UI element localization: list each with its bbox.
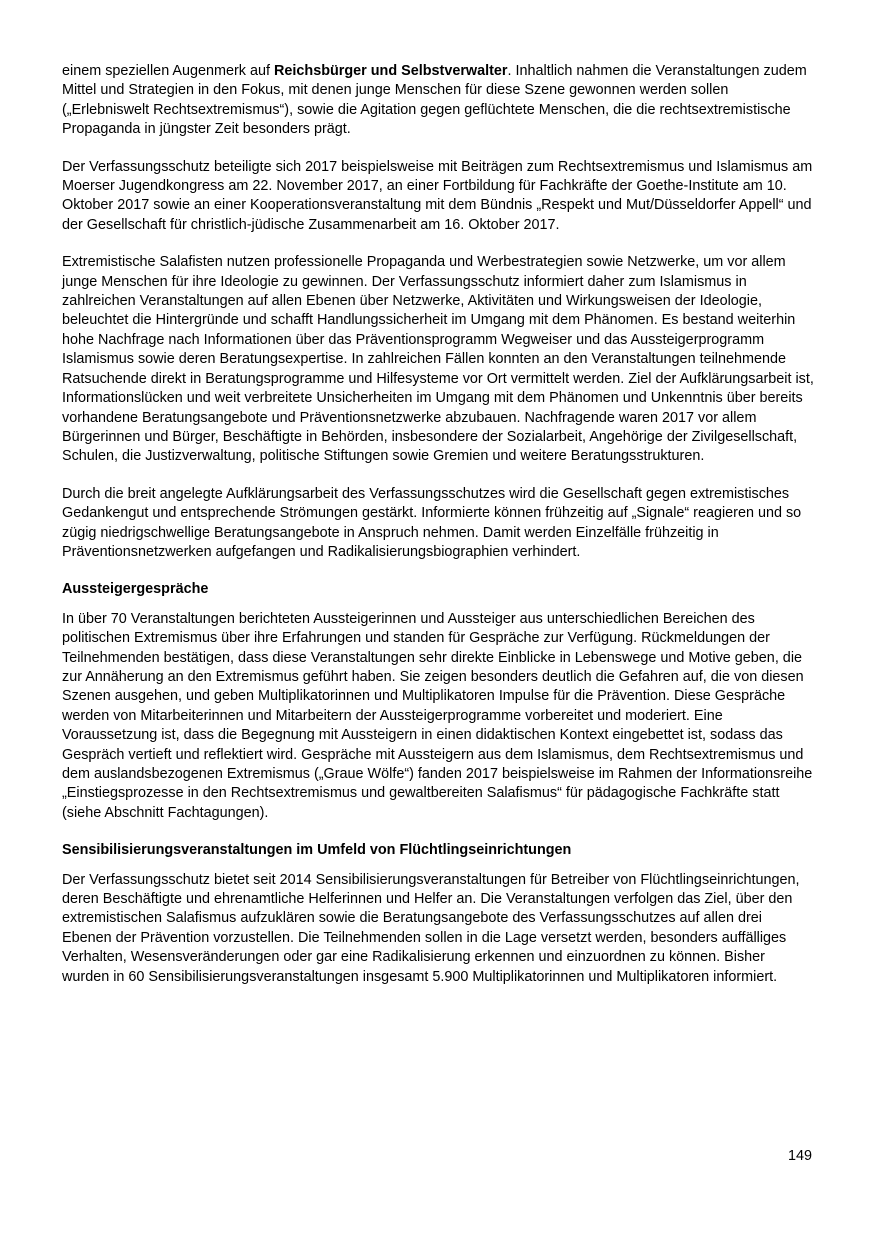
paragraph-aussteigergespraeche: In über 70 Veranstaltungen berichteten Aussteigerinnen und Aussteiger aus unterschiedlichen Bereichen des politischen Extremismus über ihre Erfahrungen und standen für Gespräche zur Verfügung. Rückmeldungen der Teilnehmenden bestätigen, dass diese Veranstaltungen sehr direkte Einblicke in Lebenswege und Motive geben, die zur Annäherung an den Extremismus geführt haben. Sie zeigen besonders deutlich die Gefahren auf, die von diesen Szenen ausgehen, und geben Multiplikatorinnen und Multiplikatoren Impulse für die Prävention. Diese Gespräche werden von Mitarbeiterinnen und Mitarbeitern der Aussteigerprogramme vorbereitet und moderiert. Eine Voraussetzung ist, dass die Begegnung mit Aussteigern in einen didaktischen Kontext eingebettet ist, sodass das Gespräch vertieft und reflektiert wird. Gespräche mit Aussteigern aus dem Islamismus, dem Rechtsextremismus und dem auslandsbezogenen Extremismus („Graue Wölfe“) fanden 2017 beispielsweise im Rahmen der Informationsreihe „Einstiegsprozesse in den Rechtsextremismus und gewaltbereiten Salafismus“ für pädagogische Fachkräfte statt (siehe Abschnitt Fachtagungen). [62, 610, 813, 821]
paragraph-sensibilisierung: Der Verfassungsschutz bietet seit 2014 Sensibilisierungsveranstaltungen für Betreiber von Flüchtlingseinrichtungen, deren Beschäftigte und ehrenamtliche Helferinnen und Helfer an. Die Veranstaltungen verfolgen das Ziel, über den extremistischen Salafismus aufzuklären sowie die Beratungsangebote des Verfassungsschutzes auf allen drei Ebenen der Prävention vorzustellen. Die Teilnehmenden sollen in die Lage versetzt werden, besonders auffälliges Verhalten, Wesensveränderungen oder gar eine Radikalisierung erkennen und einzuordnen zu können. Bisher wurden in 60 Sensibilisierungsveranstaltungen insgesamt 5.900 Multiplikatorinnen und Multiplikatoren informiert. [62, 871, 800, 985]
paragraph-reichsbuerger-text-end: . Inhaltlich nahmen die Veranstaltungen zudem Mittel und Strategien in den Fokus, mit denen junge Menschen für diese Szene gewonnen werden sollen („Erlebniswelt Rechtsextremismus“), sowie die Agitation gegen geflüchtete Menschen, die die rechtsextremistische Propaganda in jüngster Zeit besonders prägt. [62, 63, 807, 138]
paragraph-reichsbuerger-text-start: einem speziellen Augenmerk auf [62, 63, 274, 79]
document-body [62, 62, 814, 1005]
reichsbuerger-bold-term: Reichsbürger und Selbstverwalter [274, 63, 508, 79]
heading-aussteigergespraeche: Aussteigergespräche [62, 581, 209, 598]
page-number: 149 [787, 1148, 812, 1164]
paragraph-aufklaerungsarbeit: Durch die breit angelegte Aufklärungsarbeit des Verfassungsschutzes wird die Gesellschaft gegen extremistisches Gedankengut und entsprechende Strömungen gestärkt. Informierte können frühzeitig auf „Signale“ reagieren und so zügig niedrigschwellige Beratungsangebote in Anspruch nehmen. Damit werden Einzelfälle frühzeitig in Präventionsnetzwerken aufgefangen und Radikalisierungsbiographien verhindert. [62, 485, 802, 560]
heading-sensibilisierung: Sensibilisierungsveranstaltungen im Umfeld von Flüchtlingseinrichtungen [62, 842, 572, 859]
paragraph-verfassungsschutz-beitraege: Der Verfassungsschutz beteiligte sich 2017 beispielsweise mit Beiträgen zum Rechtsextremismus und Islamismus am Moerser Jugendkongress am 22. November 2017, an einer Fortbildung für Fachkräfte der Goethe-Institute am 10. Oktober 2017 sowie an einer Kooperationsveranstaltung mit dem Bündnis „Respekt und Mut/Düsseldorfer Appell“ und der Gesellschaft für christlich-jüdische Zusammenarbeit am 16. Oktober 2017. [62, 158, 813, 233]
paragraph-reichsbuerger [62, 62, 814, 140]
paragraph-salafisten: Extremistische Salafisten nutzen professionelle Propaganda und Werbestrategien sowie Netzwerke, um vor allem junge Menschen für ihre Ideologie zu gewinnen. Der Verfassungsschutz informiert daher zum Islamismus in zahlreichen Veranstaltungen auf allen Ebenen über Netzwerke, Aktivitäten und Wirkungsweisen der Ideologie, beleuchtet die Hintergründe und schafft Handlungssicherheit im Umgang mit dem Phänomen. Es bestand weiterhin hohe Nachfrage nach Informationen über das Präventionsprogramm Wegweiser und das Aussteigerprogramm Islamismus sowie deren Beratungsexpertise. In zahlreichen Fällen konnten an den Veranstaltungen teilnehmende Ratsuchende direkt in Beratungsprogramme und Hilfesysteme vor Ort vermittelt werden. Ziel der Aufklärungsarbeit ist, Informationslücken und weit verbreitete Unsicherheiten im Umgang mit dem Phänomen und Unkenntnis über bereits vorhandene Beratungsangebote und Präventionsnetzwerke abzubauen. Nachfragende waren 2017 vor allem Bürgerinnen und Bürger, Beschäftigte in Behörden, insbesondere der Sozialarbeit, Angehörige der Zivilgesellschaft, Schulen, die Justizverwaltung, politische Stiftungen sowie Gremien und weitere Beratungsstrukturen. [62, 254, 814, 465]
